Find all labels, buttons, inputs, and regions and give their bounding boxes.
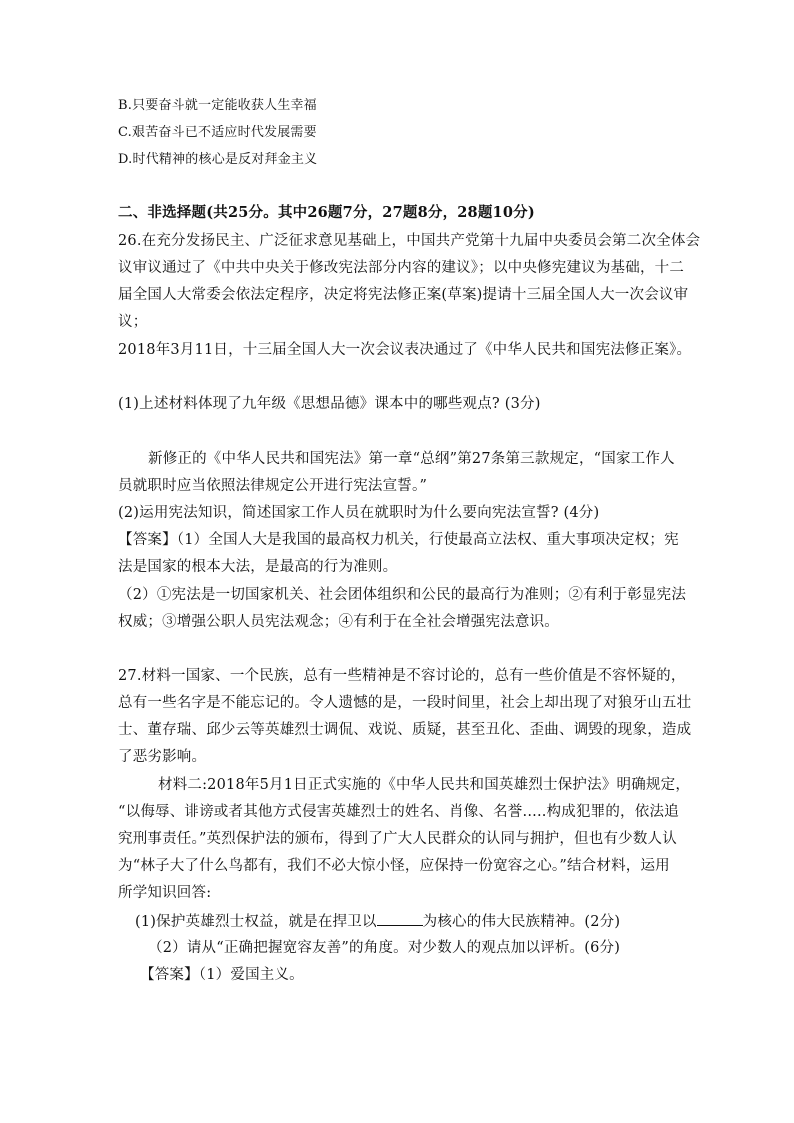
- q26-stem-line: 2018年3月11日，十三届全国人大一次会议表决通过了《中华人民共和国宪法修正案》。: [118, 342, 692, 358]
- q26-answer-line: （2）①宪法是一切国家机关、社会团体组织和公民的最高行为准则；②有利于彰显宪法: [118, 587, 687, 603]
- q26-answer-line: 法是国家的根本大法，是最高的行为准则。: [118, 559, 398, 575]
- q26-material-line: 新修正的《中华人民共和国宪法》第一章“总纲”第27条第三款规定，“国家工作人: [148, 451, 675, 467]
- q26-material-line: 员就职时应当依照法律规定公开进行宪法宣誓。”: [118, 478, 428, 494]
- option-b: B.只要奋斗就一定能收获人生幸福: [118, 98, 317, 113]
- q27-sub-question-2: （2）请从“正确把握宽容友善”的角度。对少数人的观点加以评析。(6分): [148, 940, 621, 956]
- fill-in-blank: [377, 911, 423, 926]
- q26-answer-line: 【答案】（1）全国人大是我国的最高权力机关，行使最高立法权、重大事项决定权；宪: [118, 532, 679, 548]
- q26-stem-line: 议；: [118, 314, 148, 330]
- option-d: D.时代精神的核心是反对拜金主义: [118, 152, 318, 167]
- q26-sub-question-2: (2)运用宪法知识，简述国家工作人员在就职时为什么要向宪法宣誓? (4分): [118, 505, 600, 521]
- q26-answer-line: 权威；③增强公职人员宪法观念；④有利于在全社会增强宪法意识。: [118, 614, 559, 630]
- q27-material2-line: 究刑事责任。”英烈保护法的颁布，得到了广大人民群众的认同与拥护，但也有少数人认: [118, 831, 677, 847]
- q26-sub-question-1: (1)上述材料体现了九年级《思想品德》课本中的哪些观点? (3分): [118, 396, 541, 412]
- q27-material2-line: 所学知识回答:: [118, 885, 212, 901]
- q26-stem-line: 议审议通过了《中共中央关于修改宪法部分内容的建议》；以中央修宪建议为基础，十二: [118, 260, 685, 276]
- q27-material2-line: 材料二:2018年5月1日正式实施的《中华人民共和国英雄烈士保护法》明确规定，: [158, 777, 691, 793]
- q26-stem-line: 届全国人大常委会依法定程序，决定将宪法修正案(草案)提请十三届全国人大一次会议审: [118, 287, 689, 303]
- q27-material2-line: 为“林子大了什么鸟都有，我们不必大惊小怪，应保持一份宽容之心。”结合材料，运用: [118, 858, 670, 874]
- q27-sub1-text-after: 为核心的伟大民族精神。(2分): [422, 914, 621, 930]
- q27-stem-line: 了恶劣影响。: [118, 749, 207, 765]
- q27-stem-line: 士、董存瑞、邱少云等英雄烈士调侃、戏说、质疑，甚至丑化、歪曲、调毁的现象，造成: [118, 722, 692, 738]
- q26-stem-line: 26.在充分发扬民主、广泛征求意见基础上，中国共产党第十九届中央委员会第二次全体会: [118, 233, 701, 249]
- q27-answer: 【答案】（1）爱国主义。: [140, 967, 304, 983]
- q27-stem-line: 27.材料一国家、一个民族，总有一些精神是不容讨论的，总有一些价值是不容怀疑的，: [118, 668, 686, 684]
- option-c: C.艰苦奋斗已不适应时代发展需要: [118, 125, 317, 140]
- q27-stem-line: 总有一些名字是不能忘记的。令人遗憾的是，一段时间里，社会上却出现了对狼牙山五壮: [118, 695, 692, 711]
- q27-sub-question-1: [135, 911, 695, 932]
- section-heading: 二、非选择题(共25分。其中26题7分，27题8分，28题10分): [118, 204, 535, 221]
- q27-material2-line: “以侮辱、诽谤或者其他方式侵害英雄烈士的姓名、肖像、名誉.....构成犯罪的，依法追: [118, 804, 679, 820]
- q27-sub1-text-before: (1)保护英雄烈士权益，就是在捍卫以: [135, 914, 377, 930]
